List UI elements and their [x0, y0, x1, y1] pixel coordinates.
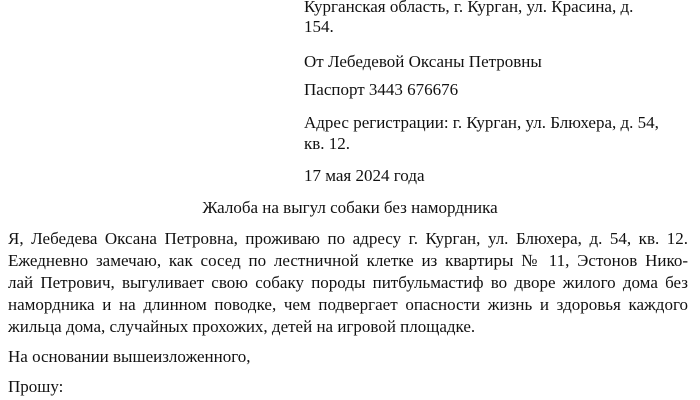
registration-address-line-2: кв. 12. — [304, 134, 351, 153]
body-line-5: жильца дома, случайных прохожих, детей на игровой площадке. — [8, 317, 476, 336]
sender-name: От Лебедевой Оксаны Петровны — [304, 52, 542, 71]
document-title: Жалоба на выгул собаки без намордника — [202, 198, 498, 217]
passport-number: Паспорт 3443 676676 — [304, 80, 459, 99]
registration-address-line-1: Адрес регистрации: г. Курган, ул. Блюхера, д. 54, — [304, 113, 659, 132]
body-line-4: намордника и на длинном поводке, чем подвергает опасности жизнь и здоровья каждого — [8, 295, 688, 314]
basis-statement: На основании вышеизложенного, — [8, 347, 251, 366]
recipient-address-line-1: Курганская область, г. Курган, ул. Красина, д. — [304, 0, 634, 16]
body-line-1: Я, Лебедева Оксана Петровна, проживаю по адресу г. Курган, ул. Блюхера, д. 54, кв. 12. — [8, 229, 688, 248]
body-line-2: Ежедневно замечаю, как сосед по лестничной клетке из квартиры № 11, Эстонов Нико- — [8, 251, 688, 270]
recipient-address-line-2: 154. — [304, 17, 334, 36]
document-date: 17 мая 2024 года — [304, 166, 425, 185]
body-line-3: лай Петрович, выгуливает свою собаку породы питбульмастиф во дворе жилого дома без — [8, 273, 688, 292]
request-heading: Прошу: — [8, 377, 64, 396]
